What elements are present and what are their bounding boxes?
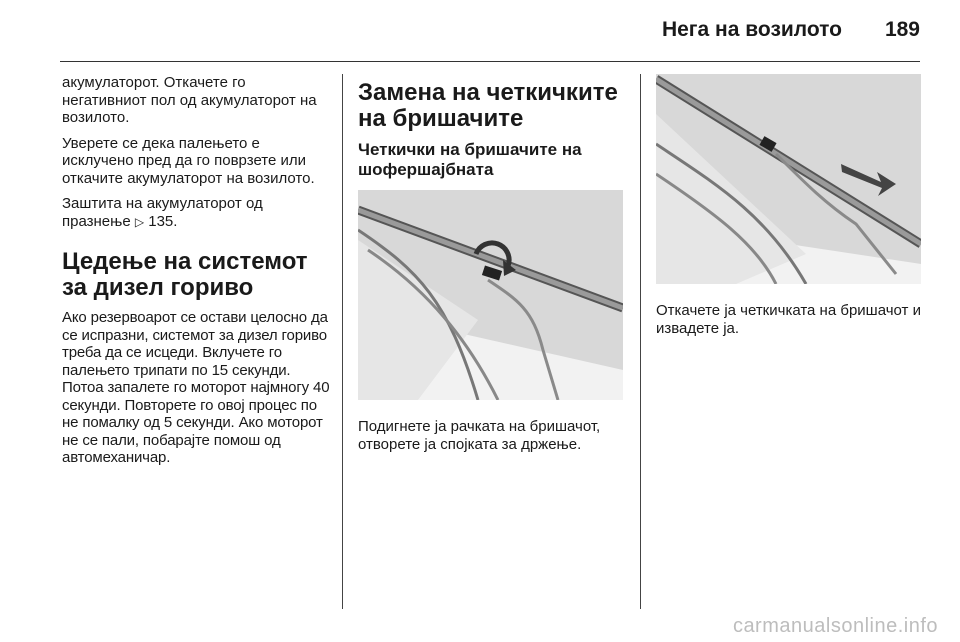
column-right bbox=[656, 74, 921, 345]
paragraph: Ако резервоарот се остави целосно да се испразни, системот за дизел гориво треба да се исцеди. Вклучете го палењето трипати по 15 секунди. Потоа запалете го моторот најмногу 40 секунди. Повторете го овој процес по не помалку од 5 секунди. Ако моторот не се пали, побарајте помош од автомеханичар. bbox=[62, 309, 330, 466]
paragraph: акумулаторот. Откачете го негативниот пол од акумулаторот на возилото. bbox=[62, 74, 317, 126]
section-heading: Замена на четкичките на бришачите bbox=[358, 79, 618, 132]
subsection-heading: Четкички на бришачите на шофершајбната bbox=[358, 140, 582, 179]
wiper-remove-illustration bbox=[656, 74, 921, 284]
paragraph: Уверете се дека палењето е исклучено пред да го поврзете или откачите акумулаторот на возилото. bbox=[62, 134, 315, 187]
page-reference-link[interactable]: 135. bbox=[148, 212, 178, 230]
column-left bbox=[62, 74, 332, 475]
wiper-lift-illustration bbox=[358, 190, 623, 400]
column-middle bbox=[358, 74, 624, 461]
figure-caption: Подигнете ја рачката на бришачот, отворете ја спојката за држење. bbox=[358, 418, 601, 453]
paragraph bbox=[62, 195, 332, 231]
header-rule bbox=[60, 61, 920, 62]
column-divider bbox=[640, 74, 641, 609]
page-number: 189 bbox=[884, 18, 920, 41]
column-divider bbox=[342, 74, 343, 609]
reference-arrow-icon: ▷ bbox=[134, 214, 145, 229]
watermark: carmanualsonline.info bbox=[732, 615, 938, 637]
paragraph-text: Заштита на акумулаторот од празнење bbox=[62, 195, 263, 230]
section-heading: Цедење на системот за дизел гориво bbox=[62, 248, 308, 301]
header-title: Нега на возилото bbox=[661, 18, 842, 41]
page-header bbox=[60, 0, 920, 62]
figure-caption: Откачете ја четкичката на бришачот и извадете ја. bbox=[656, 302, 921, 337]
